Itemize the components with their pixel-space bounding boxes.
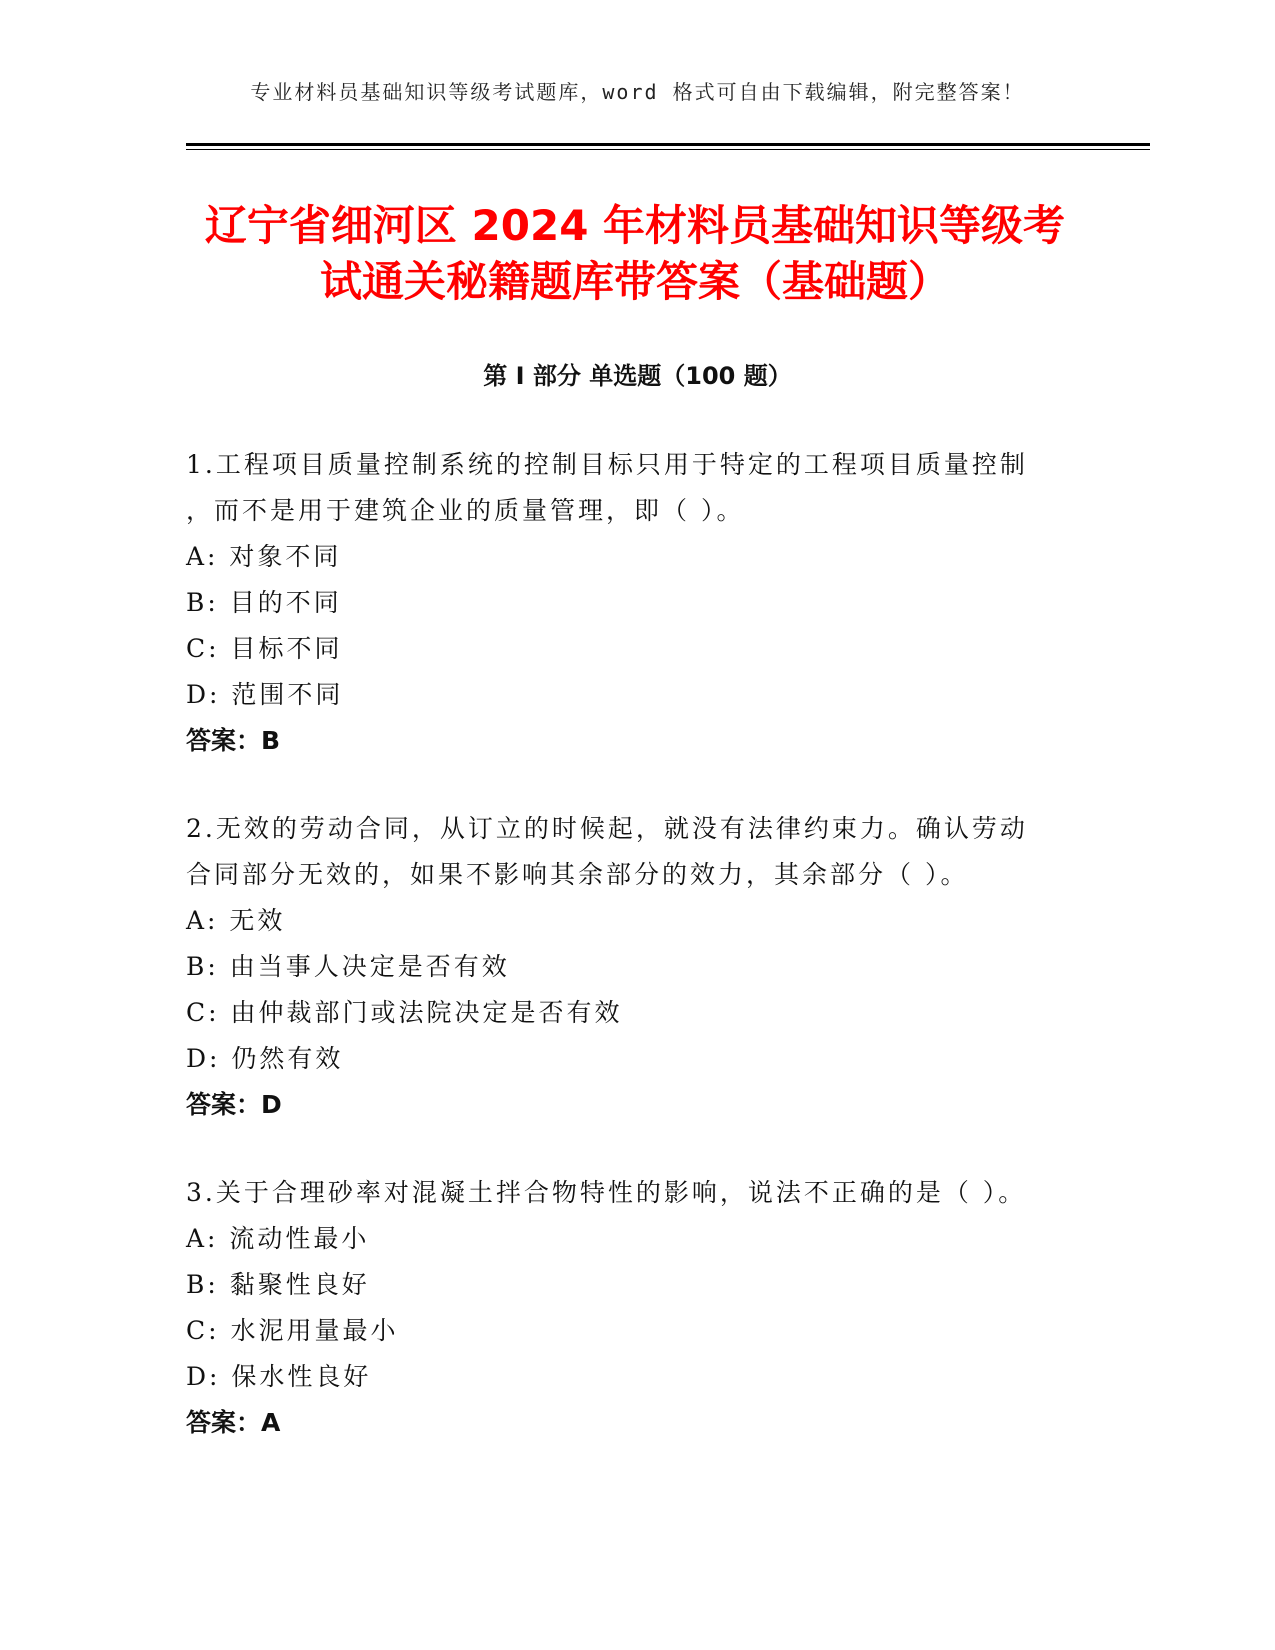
option-b: B: 目的不同 [186, 588, 342, 617]
title-line-1: 辽宁省细河区 2024 年材料员基础知识等级考 [204, 201, 1066, 250]
option-c: C: 水泥用量最小 [186, 1316, 399, 1345]
option-a: A: 无效 [186, 906, 286, 935]
option-c: C: 由仲裁部门或法院决定是否有效 [186, 998, 623, 1027]
option-d: D: 仍然有效 [186, 1044, 344, 1073]
title-line-2: 试通关秘籍题库带答案（基础题） [319, 257, 950, 306]
document-title [180, 198, 1090, 310]
option-b: B: 黏聚性良好 [186, 1270, 370, 1299]
question-stem-line: ，而不是用于建筑企业的质量管理，即（ ）。 [186, 496, 745, 525]
option-c: C: 目标不同 [186, 634, 343, 663]
header-divider-thin [186, 149, 1150, 150]
question-stem-line: 3.关于合理砂率对混凝土拌合物特性的影响，说法不正确的是（ ）。 [186, 1178, 1027, 1207]
option-a: A: 流动性最小 [186, 1224, 370, 1253]
question-3 [186, 1170, 1086, 1446]
answer-line: 答案：B [186, 726, 281, 755]
question-stem-line: 2.无效的劳动合同，从订立的时候起，就没有法律约束力。确认劳动 [186, 814, 1028, 843]
header-divider-thick [186, 143, 1150, 146]
answer-line: 答案：A [186, 1408, 281, 1437]
question-1 [186, 442, 1086, 764]
header-note: 专业材料员基础知识等级考试题库，word 格式可自由下载编辑，附完整答案！ [250, 80, 1025, 104]
question-stem-line: 1.工程项目质量控制系统的控制目标只用于特定的工程项目质量控制 [186, 450, 1028, 479]
answer-line: 答案：D [186, 1090, 282, 1119]
section-title: 第 I 部分 单选题（100 题） [483, 362, 792, 390]
option-d: D: 保水性良好 [186, 1362, 372, 1391]
option-a: A: 对象不同 [186, 542, 342, 571]
option-b: B: 由当事人决定是否有效 [186, 952, 510, 981]
question-2 [186, 806, 1086, 1128]
question-list [186, 442, 1086, 1488]
option-d: D: 范围不同 [186, 680, 344, 709]
question-stem-line: 合同部分无效的，如果不影响其余部分的效力，其余部分（ ）。 [186, 860, 969, 889]
